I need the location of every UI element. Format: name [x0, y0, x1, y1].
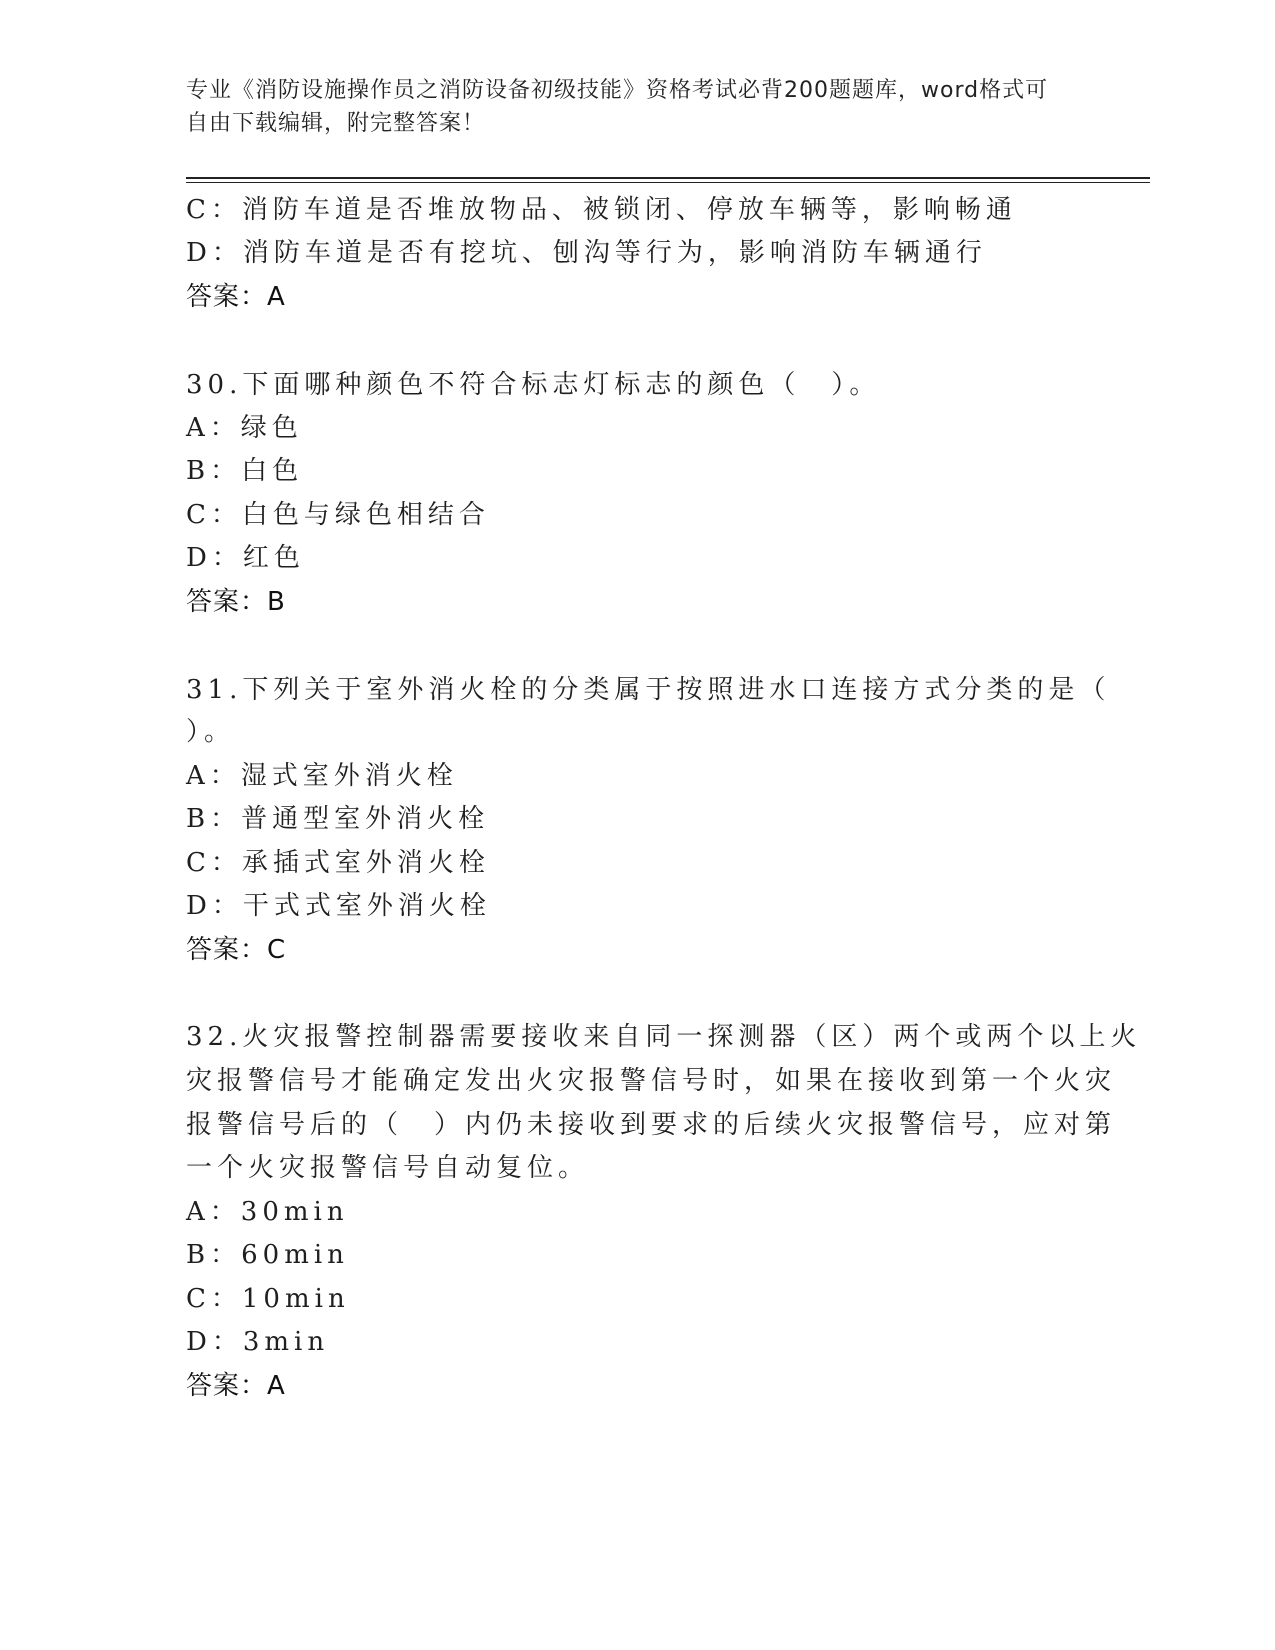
q32-question-line-1: 32.火灾报警控制器需要接收来自同一探测器（区）两个或两个以上火 [186, 1022, 1142, 1052]
q29-option-d: D：消防车道是否有挖坑、刨沟等行为，影响消防车辆通行 [186, 238, 987, 268]
q30-option-a: A：绿色 [186, 413, 303, 443]
document-header: 专业《消防设施操作员之消防设备初级技能》资格考试必背200题题库，word格式可自由下载编辑，附完整答案！ [186, 78, 1049, 136]
header-divider [186, 177, 1150, 179]
q31-answer: 答案：C [186, 935, 287, 965]
q31-option-c: C：承插式室外消火栓 [186, 848, 490, 878]
q32-question-line-4: 一个火灾报警信号自动复位。 [186, 1153, 590, 1183]
q30-option-d: D：红色 [186, 543, 305, 573]
q30-option-b: B：白色 [186, 456, 304, 486]
q29-answer: 答案：A [186, 282, 286, 312]
q32-option-a: A：30min [186, 1197, 349, 1227]
q30-answer: 答案：B [186, 587, 286, 617]
q32-option-d: D：3min [186, 1327, 330, 1357]
q31-question-line-2: ）。 [186, 717, 236, 747]
header-divider-thin [186, 182, 1150, 183]
q32-option-b: B：60min [186, 1240, 349, 1270]
q30-question: 30.下面哪种颜色不符合标志灯标志的颜色（ ）。 [186, 370, 881, 400]
q32-answer: 答案：A [186, 1371, 286, 1401]
q31-option-d: D：干式式室外消火栓 [186, 891, 491, 921]
q32-question-line-3: 报警信号后的（ ）内仍未接收到要求的后续火灾报警信号，应对第 [186, 1110, 1117, 1140]
q29-option-c: C：消防车道是否堆放物品、被锁闭、停放车辆等，影响畅通 [186, 195, 1017, 225]
q32-question-line-2: 灾报警信号才能确定发出火灾报警信号时，如果在接收到第一个火灾 [186, 1066, 1117, 1096]
q31-question-line-1: 31.下列关于室外消火栓的分类属于按照进水口连接方式分类的是（ [186, 675, 1111, 705]
q30-option-c: C：白色与绿色相结合 [186, 500, 490, 530]
q32-option-c: C：10min [186, 1284, 350, 1314]
q31-option-b: B：普通型室外消火栓 [186, 804, 490, 834]
q31-option-a: A：湿式室外消火栓 [186, 761, 458, 791]
